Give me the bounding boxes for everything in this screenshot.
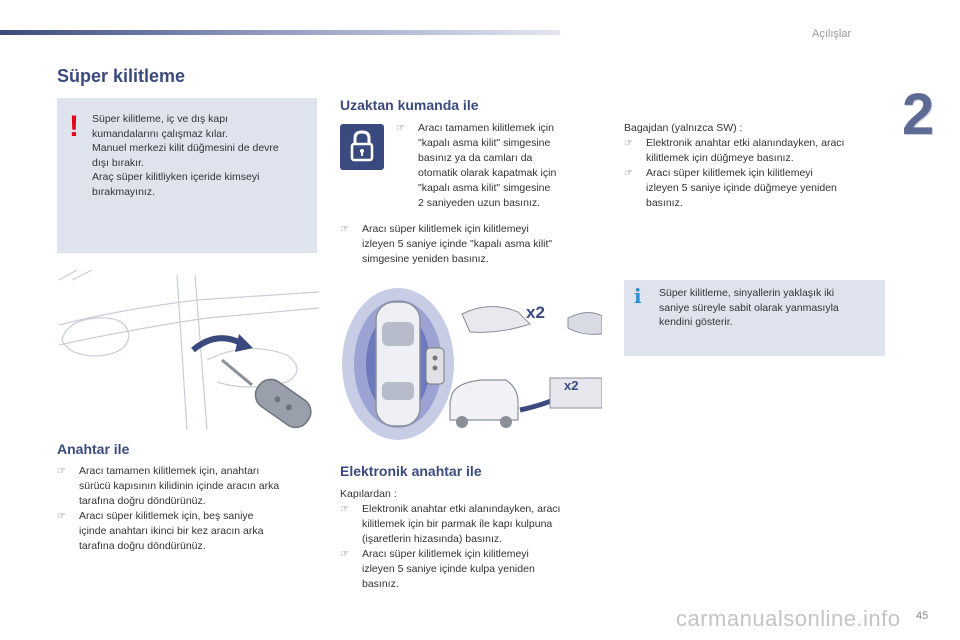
- bagaj-bullet: ☞ Elektronik anahtar etki alanındayken, aracı kilitlemek için düğmeye basınız.: [624, 137, 845, 164]
- bullet-arrow-icon: ☞: [57, 466, 66, 477]
- bagaj-intro: Bagajdan (yalnızca SW) :: [624, 122, 743, 134]
- header-gradient-bar: [0, 30, 560, 35]
- bullet-arrow-icon: ☞: [340, 224, 349, 235]
- bullet-arrow-icon: ☞: [624, 168, 633, 179]
- anahtar-heading: Anahtar ile: [57, 441, 130, 457]
- info-text: [659, 286, 881, 330]
- warning-line: Süper kilitleme, iç ve dış kapı: [92, 113, 228, 125]
- warning-line: Araç süper kilitliyken içeride kimseyi: [92, 171, 260, 183]
- info-line: Süper kilitleme, sinyallerin yaklaşık iki: [659, 287, 835, 299]
- elektronik-instructions: [340, 487, 610, 592]
- warning-line: kumandalarını çalışmaz kılar.: [92, 127, 228, 140]
- press-twice-badge-bottom: x2: [564, 378, 579, 393]
- car-rear-icon: [450, 380, 518, 420]
- elektronik-bullet: ☞ Aracı süper kilitlemek için kilitlemeyi izleyen 5 saniye içinde kulpa yeniden basınız.: [340, 548, 535, 590]
- key-door-illustration: [57, 270, 319, 435]
- elektronik-heading: Elektronik anahtar ile: [340, 463, 482, 479]
- car-top-view-icon: [376, 302, 420, 426]
- watermark: carmanualsonline.info: [676, 606, 901, 631]
- bullet-arrow-icon: ☞: [340, 504, 349, 515]
- info-line: kendini gösterir.: [659, 316, 733, 328]
- bagaj-instructions: [624, 121, 889, 211]
- warning-line: dışı bırakır.: [92, 156, 144, 169]
- bullet-arrow-icon: ☞: [340, 549, 349, 560]
- info-line: saniye süreyle sabit olarak yanmasıyla: [659, 301, 839, 314]
- page-number: 45: [916, 610, 929, 622]
- elektronik-bullet: ☞ Elektronik anahtar etki alanındayken, aracı kilitlemek için bir parmak ile kapı kulpuna (işaretlerin hizasında) basınız.: [340, 503, 561, 545]
- anahtar-instructions: [57, 464, 319, 554]
- bagaj-bullet: ☞ Aracı süper kilitlemek için kilitlemeyi izleyen 5 saniye içinde düğmeye yeniden basınız.: [624, 167, 837, 209]
- press-twice-badge-top: x2: [526, 303, 545, 322]
- hand-icon: [462, 306, 530, 332]
- page-title: Süper kilitleme: [57, 66, 186, 86]
- bullet-arrow-icon: ☞: [396, 123, 405, 134]
- padlock-closed-icon: [340, 124, 384, 170]
- uzaktan-bullet-second: ☞ Aracı süper kilitlemek için kilitlemeyi izleyen 5 saniye içinde "kapalı asma kilit" simgesine yeniden basınız.: [340, 223, 553, 265]
- keyless-locking-illustration: [340, 282, 602, 440]
- bullet-arrow-icon: ☞: [624, 138, 633, 149]
- anahtar-bullet: ☞ Aracı tamamen kilitlemek için, anahtarı sürücü kapısının kilidinin içinde aracın arka tarafına doğru döndürünüz.: [57, 465, 280, 507]
- chapter-number: 2: [902, 82, 935, 147]
- bullet-arrow-icon: ☞: [57, 511, 66, 522]
- section-label: Açılışlar: [812, 28, 852, 40]
- warning-icon: !: [69, 110, 79, 143]
- warning-line: Manuel merkezi kilit düğmesini de devre: [92, 142, 279, 154]
- uzaktan-heading: Uzaktan kumanda ile: [340, 97, 479, 113]
- door-handle-icon: [568, 312, 602, 334]
- info-icon: i: [634, 284, 642, 308]
- elektronik-intro: Kapılardan :: [340, 488, 397, 500]
- uzaktan-bullet-first: ☞ Aracı tamamen kilitlemek için "kapalı asma kilit" simgesine basınız ya da camları da otomatik olarak kapatmak için "kapalı asma kilit" simgesine 2 saniyeden uzun basınız.: [396, 122, 557, 209]
- warning-text: [92, 112, 314, 199]
- anahtar-bullet: ☞ Aracı süper kilitlemek için, beş saniye içinde anahtarı ikinci bir kez aracın arka tarafına doğru döndürünüz.: [57, 510, 264, 552]
- warning-line: bırakmayınız.: [92, 185, 156, 198]
